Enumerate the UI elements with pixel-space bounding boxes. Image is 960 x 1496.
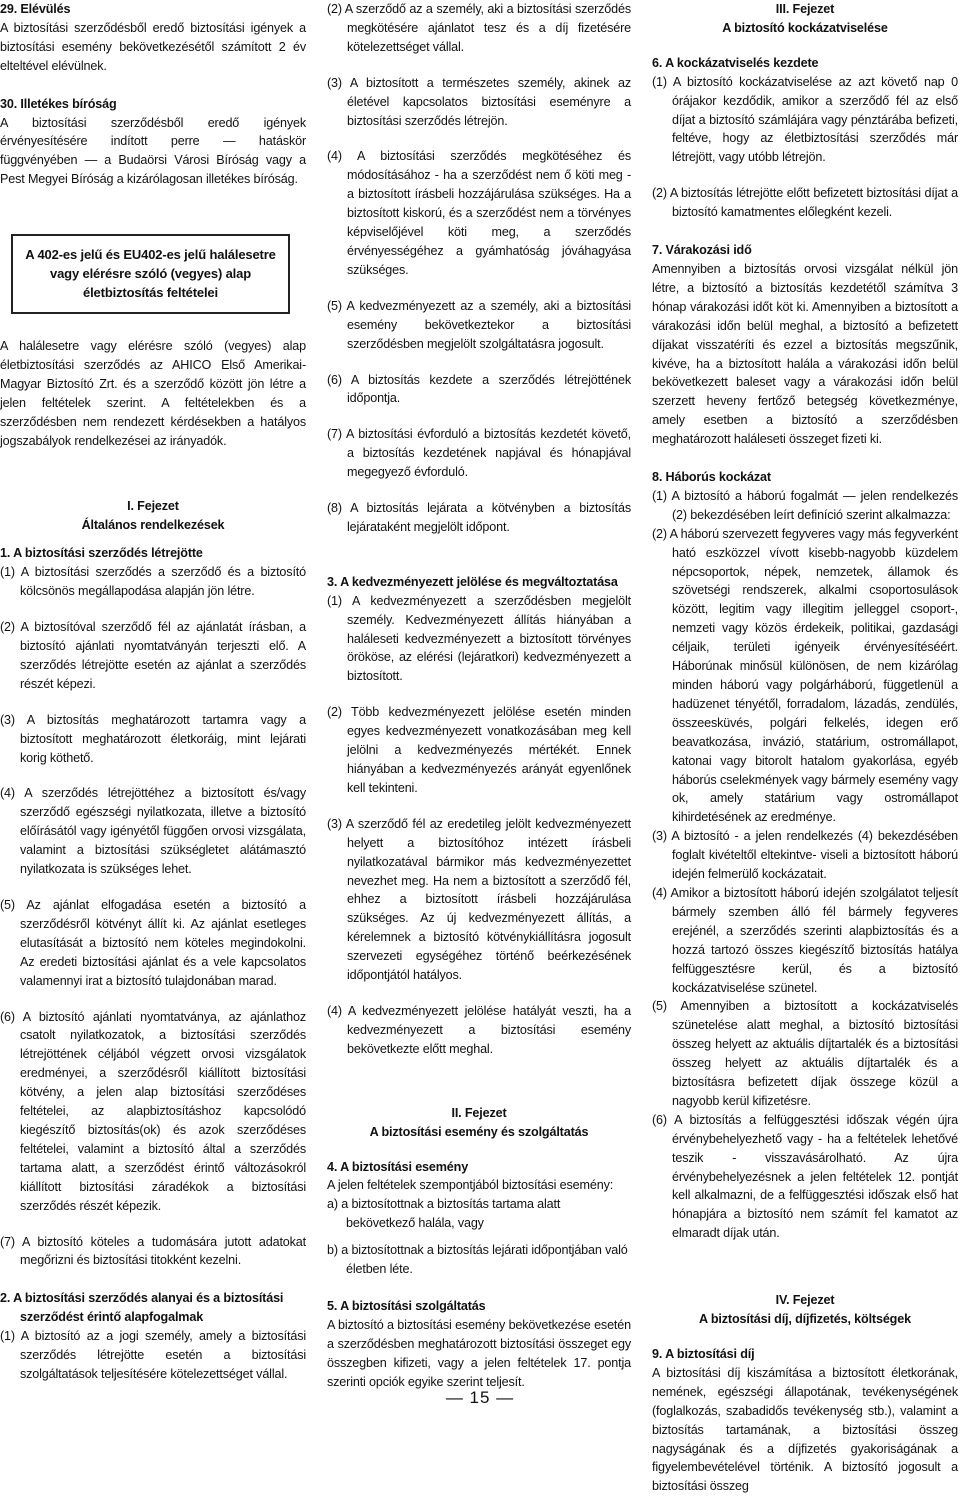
section-6-para-2: (2) A biztosítás létrejötte előtt befizetett biztosítási díjat a biztosító kamatmentes előlegként kezeli. xyxy=(652,186,958,220)
chapter-4-number: IV. Fejezet xyxy=(775,1293,835,1308)
section-29-text: A biztosítási szerződésből eredő biztosítási igények a biztosítási esemény bekövetkezésétől számított 2 év elteltével elévülnek. xyxy=(0,20,306,73)
section-1-title: 1. A biztosítási szerződés létrejötte xyxy=(0,546,203,561)
section-5-text: A biztosító a biztosítási esemény bekövetkezése esetén a szerződésben meghatározott biztosítási összeget egy összegben kifizeti, vagy a jelen feltételek 17. pontja szerinti opciók egyike szerint teljesít. xyxy=(327,1317,631,1389)
section-8-para-5: (5) Amennyiben a biztosított a kockázatviselés szünetelése alatt meghal, a biztosító biztosítási összeg helyett az aktuális díjtartalék és a biztosítási összeg helyett az aktuális díjtartalék és a biztosításra befizetett díjak összege közül a nagyobb kerül kifizetésre. xyxy=(652,999,958,1108)
section-2-para-8: (8) A biztosítás lejárata a kötvényben a biztosítás lejárataként megjelölt időpont. xyxy=(327,501,631,534)
section-9-title: 9. A biztosítási díj xyxy=(652,1347,755,1361)
section-2-para-2: (2) A szerződő az a személy, aki a biztosítási szerződés megkötésére ajánlatot tesz és a díj fizetésére kötelezettséget vállal. xyxy=(327,2,631,54)
section-1-para-3: (3) A biztosítás meghatározott tartamra vagy a biztosított meghatározott életkoráig, mint lejárati korig köthető. xyxy=(0,712,306,765)
section-8-para-2: (2) A háború szervezett fegyveres vagy más fegyverként ható eszközzel vívott kisebb-nagyobb küzdelem népcsoportok, népek, nemzetek, államok és szövetségi rendszerek, alkalmi csoportosulások között, legitim vagy illegitim jelleggel csoport-, nemzeti vagy közös érdekeik, politikai, gazdasági céljaik, területi igényeik érvényesítéséért. Háborúnak minősül különösen, de nem kizárólag minden háború vagy polgárháború, függetlenül a hadüzenet tényétől, forradalom, lázadás, zendülés, összeesküvés, polgári felkelés, idegen erő beavatkozása, invázió, statárium, ostromállapot, katonai vagy bitorolt hatalom gyakorlása, egyéb háborús cselekmények vagy bármely esemény vagy ok, amely statárium vagy ostromállapot kihirdetésének az eredménye. xyxy=(652,526,958,825)
section-3-title: 3. A kedvezményezett jelölése és megváltoztatása xyxy=(327,574,618,589)
column-left xyxy=(0,0,306,1384)
section-4-item-a: a) a biztosítottnak a biztosítás tartama alatt bekövetkező halála, vagy xyxy=(327,1197,561,1231)
chapter-3-title: A biztosító kockázatviselése xyxy=(722,20,888,35)
section-5-title: 5. A biztosítási szolgáltatás xyxy=(327,1298,486,1313)
section-30-title: 30. Illetékes bíróság xyxy=(0,96,117,111)
chapter-1-number: I. Fejezet xyxy=(127,498,179,513)
section-2-title: 2. A biztosítási szerződés alanyai és a biztosítási szerződést érintő alapfogalmak xyxy=(0,1291,284,1325)
section-8-para-1: (1) A biztosító a háború fogalmát — jelen rendelkezés (2) bekezdésében leírt definíció szerint alkalmazza: xyxy=(652,488,958,522)
chapter-3-number: III. Fejezet xyxy=(775,2,835,16)
column-right xyxy=(652,0,958,1496)
section-4-text: A jelen feltételek szempontjából biztosítási esemény: xyxy=(327,1178,614,1193)
section-2-para-1: (1) A biztosító az a jogi személy, amely a biztosítási szerződés létrejötte esetén a biztosítási szolgáltatások teljesítésére kötelezettséget vállal. xyxy=(0,1329,306,1381)
section-8-para-4: (4) Amikor a biztosított háború idején szolgálatot teljesít bármely szemben álló fél bármely fegyveres erejénél, a szerződés szerinti alapbiztosítás és a hozzá tartozó összes kiegészítő biztosítás hatálya felfüggesztésre kerül, és a biztosító kockázatviselése szünetel. xyxy=(652,885,958,995)
section-2-para-7: (7) A biztosítási évforduló a biztosítás kezdetét követő, a biztosítás kezdetének napjával és hónapjával megegyező évforduló. xyxy=(327,427,631,480)
section-30-text: A biztosítási szerződésből eredő igények érvényesítésére indított perre — hatáskör függvényében — a Budaörsi Városi Bíróság vagy a Pest Megyei Bíróság a kizárólagosan illetékes bíróság. xyxy=(0,115,306,187)
section-7-title: 7. Várakozási idő xyxy=(652,243,752,258)
intro-paragraph: A halálesetre vagy elérésre szóló (vegyes) alap életbiztosítási szerződés az AHICO Első Amerikai-Magyar Biztosító Zrt. és a szerződő között jön létre a jelen feltételek szerint. A feltételekben és a szerződésben nem rendezett kérdésekben a hatályos jogszabályok rendelkezései az irányadók. xyxy=(0,339,306,448)
section-2-para-4: (4) A biztosítási szerződés megkötéséhez és módosításához - ha a szerződést nem ő köti meg - a biztosított írásbeli hozzájárulása szükséges. Ha a biztosított kiskorú, és a szerződést nem a törvényes képviselőjével köti meg, a szerződés érvényességéhez a gyámhatóság jóváhagyása szükséges. xyxy=(327,149,631,277)
section-29-title: 29. Elévülés xyxy=(0,2,71,16)
section-3-para-2: (2) Több kedvezményezett jelölése esetén minden egyes kedvezményezett vonatkozásában meg kell jelölni a kedvezményezés mértékét. Ennek hiányában a kedvezményezés arányát egyenlőnek kell tekinteni. xyxy=(327,705,631,795)
chapter-4-title: A biztosítási díj, díjfizetés, költségek xyxy=(699,1312,911,1327)
section-8-para-6: (6) A biztosítás a felfüggesztési időszak végén újra érvénybehelyezhető vagy - ha a feltételek lehetővé teszik - visszavásárolható. Az újra érvénybehelyezésnek a jelen feltételek 12. pontját kell alkalmazni, de a felfüggesztési időszak első hat hónapjára a biztosító nem számít fel kamatot az elmaradt díjak után. xyxy=(652,1112,958,1241)
section-6-para-1: (1) A biztosító kockázatviselése az azt követő nap 0 órájakor kezdődik, amikor a szerződő fél az első díjat a biztosító számlájára vagy pénztárába befizeti, feltéve, hogy az életbiztosítási szerződés már létrejött, vagy utóbb létrejön. xyxy=(652,74,958,165)
section-4-title: 4. A biztosítási esemény xyxy=(327,1159,469,1174)
section-8-title: 8. Háborús kockázat xyxy=(652,470,771,485)
chapter-1-title: Általános rendelkezések xyxy=(81,517,225,532)
section-1-para-6: (6) A biztosító ajánlati nyomtatványa, az ajánlathoz csatolt nyilatkozatok, a biztosítási szerződés létrejöttének céljából végzett orvosi vizsgálatok eredményei, a szerződésről kiállított biztosítási kötvény, a jelen alap biztosítási szerződéses feltételei, az alapbiztosításhoz kapcsolódó kiegészítő biztosítás(ok) és azok szerződéses feltételei, valamint a biztosító által a szerződés tartama alatt, a szerződést érintő változásokról kiállított biztosítási záradékok a biztosítási szerződés részét képezik. xyxy=(0,1009,306,1213)
chapter-2-title: A biztosítási esemény és szolgáltatás xyxy=(369,1124,589,1139)
section-2-para-5: (5) A kedvezményezett az a személy, aki a biztosítási esemény bekövetkeztekor a biztosítási szerződésben megjelölt szolgáltatásra jogosult. xyxy=(327,298,631,351)
section-3-para-1: (1) A kedvezményezett a szerződésben megjelölt személy. Kedvezményezett állítás hiányában a haláleseti kedvezményezett a biztosított törvényes örököse, az elérési (lejáratkori) kedvezményezett a biztosított. xyxy=(327,593,631,684)
section-6-title: 6. A kockázatviselés kezdete xyxy=(652,55,819,70)
section-3-para-4: (4) A kedvezményezett jelölése hatályát veszti, ha a kedvezményezett a biztosítási esemény bekövetkezte előtt meghal. xyxy=(327,1003,631,1056)
section-1-para-1: (1) A biztosítási szerződés a szerződő és a biztosító kölcsönös megállapodása alapján jön létre. xyxy=(0,565,306,599)
section-1-para-5: (5) Az ajánlat elfogadása esetén a biztosító a szerződésről kötvényt állít ki. Az ajánlat esetleges elutasítását a biztosító nem köteles megindokolni. Az eredeti biztosítási ajánlat és a vele kapcsolatos valamennyi irat a biztosító tulajdonában marad. xyxy=(0,898,306,988)
section-7-text: Amennyiben a biztosítás orvosi vizsgálat nélkül jön létre, a biztosító a biztosítás kezdetétől számítva 3 hónap várakozási időt köt ki. Amennyiben a biztosított a várakozási időn belül meghal, a biztosító a befizetett díjakat visszatéríti és ezzel a biztosítás megszűnik, kivéve, ha a biztosított halála a várakozási időn belül bekövetkezett baleset vagy a várakozási időn belül szerzett heveny fertőző betegség következménye, amely esetben a biztosító a szerződésben meghatározott haláleseti összeget fizeti ki. xyxy=(652,261,958,447)
chapter-2-number: II. Fejezet xyxy=(451,1105,507,1120)
section-2-para-6: (6) A biztosítás kezdete a szerződés létrejöttének időpontja. xyxy=(327,372,631,406)
section-1-para-2: (2) A biztosítóval szerződő fél az ajánlatát írásban, a biztosító ajánlati nyomtatványán terjeszti elő. A szerződés létrejötte esetén az ajánlat a szerződés részét képezi. xyxy=(0,620,306,691)
page-number: — 15 — xyxy=(445,1388,515,1407)
section-4-item-b: b) a biztosítottnak a biztosítás lejárati időpontjában való életben léte. xyxy=(327,1243,628,1277)
section-3-para-3: (3) A szerződő fél az eredetileg jelölt kedvezményezett helyett a biztosítóhoz intézett írásbeli nyilatkozatával bármikor más kedvezményezettet nevezhet meg. Ha nem a biztosított a szerződő fél, ehhez a biztosított írásbeli hozzájárulása szükséges. Az új kedvezményezett állítás, a kérelemnek a biztosító kötvénykiállításra jogosult szervezeti egységéhez történő beérkezésének időpontjától hatályos. xyxy=(327,816,631,983)
section-1-para-4: (4) A szerződés létrejöttéhez a biztosított és/vagy szerződő egészségi nyilatkozata, illetve a biztosító előírásától vagy igényétől függően orvosi vizsgálata, valamint a biztosítási szükségletet alátámasztó nyilatkozata is szükséges lehet. xyxy=(0,786,306,877)
column-middle xyxy=(327,0,631,1391)
section-8-para-3: (3) A biztosító - a jelen rendelkezés (4) bekezdésében foglalt kivételtől eltekintve- viseli a biztosított háború idején felmerülő kockázatait. xyxy=(652,829,958,882)
section-1-para-7: (7) A biztosító köteles a tudomására jutott adatokat megőrizni és biztosítási titokként kezelni. xyxy=(0,1234,306,1268)
product-title-box: A 402-es jelű és EU402-es jelű halálesetre vagy elérésre szóló (vegyes) alap életbiztosítás feltételei xyxy=(11,234,290,314)
section-9-text: A biztosítási díj kiszámítása a biztosított életkorának, nemének, egészségi állapotának, tevékenységének (foglalkozás, szabadidős tevékenység stb.), valamint a biztosítás tartamának, a biztosítási összeg nagyságának és a díjfizetés gyakoriságának a figyelembevételével történik. A biztosító jogosult a biztosítási összeg xyxy=(652,1365,958,1494)
section-2-para-3: (3) A biztosított a természetes személy, akinek az életével kapcsolatos biztosítási eseményre a biztosítási szerződés létrejön. xyxy=(327,75,631,128)
